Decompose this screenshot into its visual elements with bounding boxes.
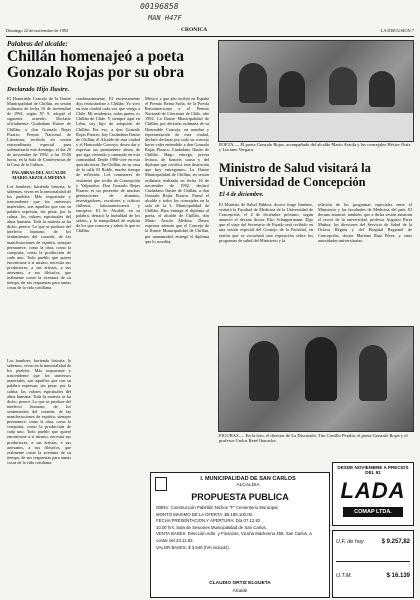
article1-column-2 <box>76 96 140 600</box>
article1-crosshead: PALABRAS DEL ALCALDE MARIO ARZOLA MEDINA <box>11 170 67 181</box>
person-silhouette <box>329 67 357 105</box>
article1-column-1-cont <box>7 358 71 600</box>
photo-figures <box>218 326 414 432</box>
article2-subhead: El 4 de diciembre. <box>219 192 264 198</box>
article1-col1-text: El Honorable Concejo de la Ilustre Municipalidad de Chillán, en sesión ordinaria de fecha 16 de noviembre de 1992, según N° 9, adoptó el siguiente acuerdo: Declarar oficialmente Ciudadano Ilustre de Chillán, a don Gonzalo Rojas Pizarro, Premio Nacional de Literatura; recibido en sesión extraordinaria especial para solemnizarla este domingo, el día 20 de noviembre de 1992, a las 19:00 horas, en la Sala de Conferencias de la Casa de la Cultura. <box>7 96 71 168</box>
tender-line: 10.00 hrs. Sala de Sesiones Municipalidad de San Carlos. <box>156 524 267 530</box>
person-silhouette <box>239 63 267 103</box>
article1-col2-text: condenadamente, El enciertamente dijo retrucándose a Chillán: Yo vivo en esta ciudad cada vez que vengo a Chile. Mi residencia, todas partes, es Chillán de Chile. Y siempre aquí en Lebu, soy hijo de adopción de Chillán. Por eso, a don Gonzalo Rojas Pizarro, hoy Ciudadano Ilustre de Chillán, el Alcalde de esta ciudad y el Honorable Concejo, desea dar y expresar un permanente deseo de que siga viviendo y cantando en esta comunidad. Desde 1980 vive en esta querida tierra. En Chillán, en su casa de la calle El Roble, mucho tiempo de reflexión. Los centenares de visitantes que recibe de Concepción y Valparaíso. Don Gonzalo Rojas Pizarro es un poseedor de muchas generaciones de alumnos, investigadores, escritores y críticos chilenos, latinoamericanos y europeos. El Sr. Alcalde, en su palabra, destacó la humildad de los sabios, y la tranquilidad de espíritu de los que conocen y saben lo que es Chillán. <box>76 96 140 234</box>
page-header <box>6 27 414 35</box>
article2-col2-text: relación de los programas especiales entre el Ministerio y las facultades de Medicina del país. El decano anunció, también, que a dicha sesión asistirán el rector de la universidad, profesor Augusto Parra Muñoz; los directores del Servicio de Salud de la Octava Región y del Hospital Regional de Concepción, doctor Mariano Ruiz Pérez, y otras autoridades universitarias. <box>318 202 412 243</box>
article2-column-1 <box>219 202 313 322</box>
municipal-seal-icon <box>155 477 167 491</box>
tender-line: FECHA PRESENTACION Y APERTURA: Día 07.12.92 <box>156 518 261 524</box>
article2-column-2 <box>318 202 412 322</box>
handwritten-code: 00196858 <box>140 2 179 11</box>
article1-subhead: Declarado Hijo Ilustre. <box>7 86 70 93</box>
person-silhouette <box>279 71 305 107</box>
article2-headline: Ministro de Salud visitará la Universidad de Concepción <box>219 161 371 189</box>
lada-dealer: COMAP LTDA. <box>343 507 403 517</box>
article1-kicker: Palabras del alcalde: <box>7 40 68 48</box>
indicator-uf-value: $ 9.257,82 <box>381 539 410 545</box>
article1-col1b-text: Los hombres, haciendo historia, lo sabemos, viven en la inmortalidad de los pueblos. Más importante y trascendente que los universos materiales, son aquellos que con su palabra expresan, sin pesar, por la calma, los valores espirituales del alma humana. Toda la materia se ha dicho, perece. Lo que se produce del intelecto humano, de los sentimientos del corazón, de las manifestaciones de espíritu, siempre permanece, como la obra, como la conquista, como la producción de cada uno. Todo pueblo que quiere encontrarse a sí mismo, necesita sus productores, a sus artistas, a sus artesanos, a sus filósofos, que realmente como la aventura de su tiempo, de sus respuestas para tantas cosas de la vida cotidiana. <box>7 183 71 291</box>
header-paper: LA DISCUSION 7 <box>380 28 414 33</box>
indicator-uf-label: U.F. de hoy <box>336 539 364 545</box>
tender-signature: CLAUDIO ORTIZ ELGUETA <box>209 581 271 586</box>
indicators-box <box>332 530 414 598</box>
photo1-caption: POETA.— El poeta Gonzalo Rojas, acompañado del alcalde Mario Arzola y los concejales Héctor Ortiz y Luciano Vergara. <box>219 142 411 153</box>
indicator-utm-value: $ 16.139 <box>386 573 410 579</box>
ad-public-tender <box>150 472 330 598</box>
tender-line: VALOR BASES: $ 3.540 (IVA incluido). <box>156 544 230 550</box>
header-section: CRONICA <box>181 27 208 33</box>
tender-line: MONTO MAXIMO DE LA OFERTA: $5.180.100.00. <box>156 511 254 517</box>
tender-region: ALCALDIA <box>236 483 260 488</box>
tender-org: I. MUNICIPALIDAD DE SAN CARLOS <box>200 476 296 482</box>
article1-col3-text: México y que año recibió en España el Premio Reina Sofía, de la Poesía Iberoamericana y el Premio Nacional de Literatura de Chile, año 1992. La Ilustre Municipalidad de Chillán, por decisión ordinaria de su Honorable Concejo, en nombre y representación de esta ciudad, declaró declarar por todo su concejo hacer valer entendido a don Gonzalo Rojas Pizarro, Ciudadano Ilustre de Chillán. Hago entrega, previa lectura, de honoris causa y del diploma que certifica esta distinción que hoy entregamos. La Ilustre Municipalidad de Chillán, en sesión ordinaria realizada en fecha 16 de noviembre de 1992, declaró Ciudadano Ilustre de Chillán, a don Gonzalo Rojas Pizarro. Firmó el alcalde y todos los concejales en la sala de la I. Municipalidad de Chillán. Hizo entrega el diploma al poeta, el alcalde de Chillán, don Mario Arzola Medina. Deseo expresar además que el Concejo de la Ilustre Municipalidad de Chillán, por unanimidad, entregó el diploma que lo acredita. <box>145 96 209 244</box>
header-date: Domingo 22 de noviembre de 1992 <box>6 28 69 33</box>
article2-col1-text: El Ministro de Salud Pública, doctor Jorge Jiménez, visitará la Facultad de Medicina de la Universidad de Concepción, el 4 de diciembre próximo, según anunció el decano doctor Elso Schuppermann. Dijo que el viaje del Secretario de Estado será recibido en una sesión especial del Consejo de la Facultad, en sesión que se escuchará una exposición sobre los programas de salud del Ministerio y la <box>219 202 313 243</box>
tender-title: PROPUESTA PUBLICA <box>191 492 289 502</box>
article1-headline: Chillán homenajeó a poeta Gonzalo Rojas por su obra <box>7 48 185 81</box>
handwritten-note: MAN H47F <box>148 14 182 22</box>
tender-signature-title: Alcalde <box>232 588 248 593</box>
table-cloth <box>219 113 413 141</box>
lada-promo: DESDE NOVIEMBRE A PRECIOS DEL 92 <box>337 465 409 476</box>
lada-brand: LADA <box>340 478 406 503</box>
header-rule <box>6 36 414 37</box>
person-silhouette <box>305 337 337 401</box>
ad-lada <box>332 462 414 526</box>
indicator-divider <box>336 561 410 562</box>
person-silhouette <box>359 345 387 401</box>
photo2-caption: FIGURAS.— En la foto, el director de La Discusión, Tito Castillo Peralta, el poeta Gonzalo Rojas y el profesor Carlos René Ibacache. <box>219 433 408 444</box>
tender-body <box>156 505 324 551</box>
tender-line: VENTA BASES: Dirección Adm. y Finanzas, Vicuña Mackenna 456, San Carlos, a contar del 23.11.92. <box>156 531 312 543</box>
article1-column-1 <box>7 96 71 356</box>
article1-col1b-cont: Los hombres, haciendo historia, lo sabemos, viven en la inmortalidad de los pueblos. Más importante y trascendente que los universos materiales, son aquellos que con su palabra expresan, sin pesar, por la calma, los valores espirituales del alma humana. Toda la materia se ha dicho, perece. Lo que se produce del intelecto humano, de los sentimientos del corazón, de las manifestaciones de espíritu, siempre permanece, como la obra, como la conquista, como la producción de cada uno. Todo pueblo que quiere encontrarse a sí mismo, necesita sus productores, a sus artistas, a sus artesanos, a sus filósofos, que realmente como la aventura de su tiempo, de sus respuestas para tantas cosas de la vida cotidiana. <box>7 358 71 465</box>
person-silhouette <box>369 71 395 107</box>
photo-poet-ceremony <box>218 40 414 142</box>
tender-line: OBRA: Construcción Pabellón Nichos "F" Cementerio Municipal. <box>156 505 279 510</box>
indicator-utm-label: U.T.M. <box>336 573 352 579</box>
person-silhouette <box>249 341 279 401</box>
